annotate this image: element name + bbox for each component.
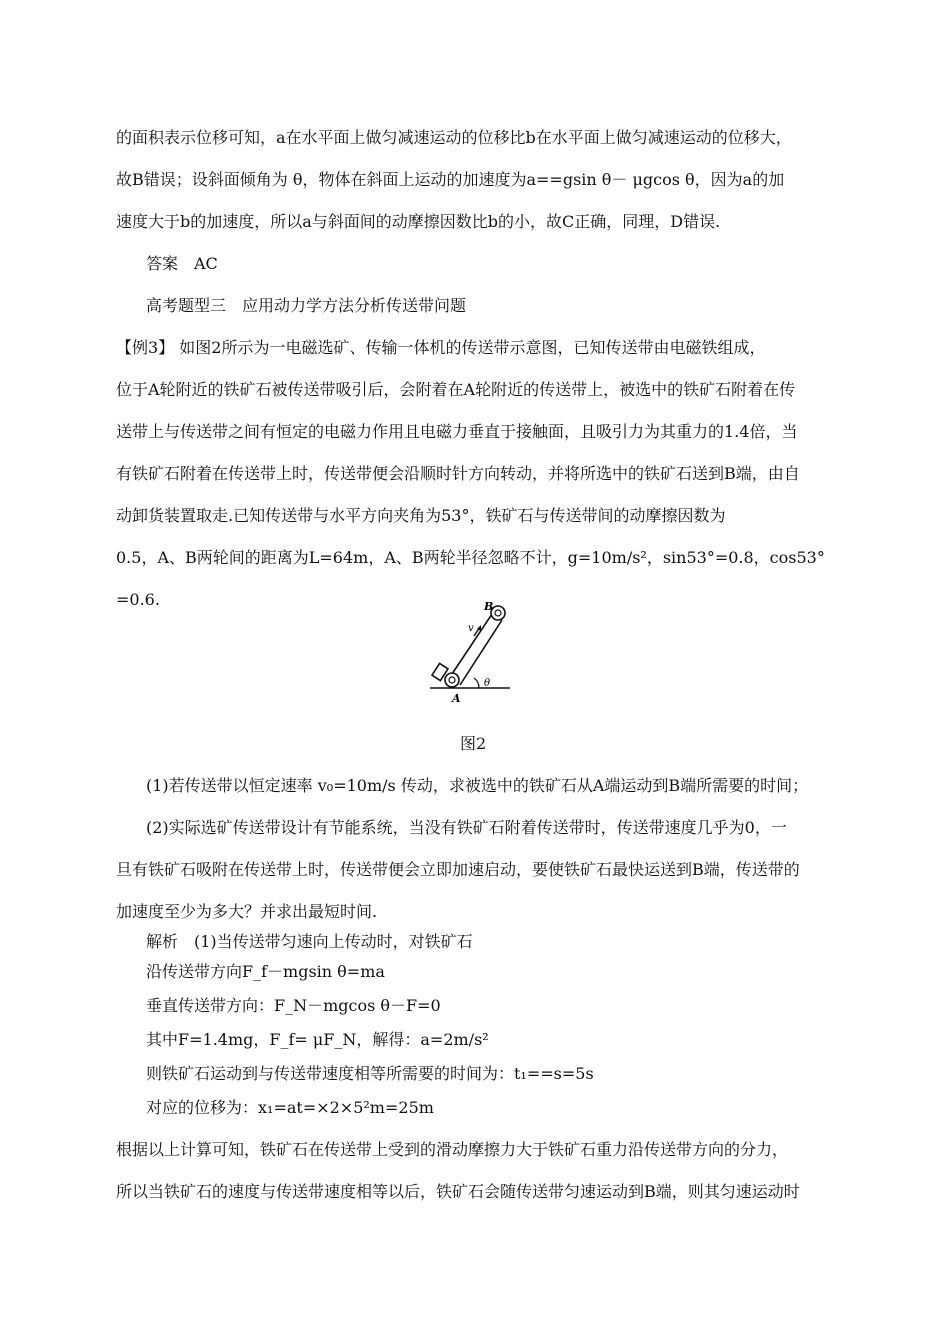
- text-line: 速度大于b的加速度，所以a与斜面间的动摩擦因数比b的小，故C正确，同理，D错误.: [116, 212, 721, 231]
- text-line: 0.5，A、B两轮间的距离为L=64m，A、B两轮半径忽略不计，g=10m/s²，sin53°=0.8，cos53°: [116, 548, 825, 567]
- wheel-a-hub: [449, 677, 455, 683]
- question-line: (2)实际选矿传送带设计有节能系统，当没有铁矿石附着传送带时，传送带速度几乎为0，一: [146, 818, 787, 837]
- solution-line: 其中F=1.4mg，F_f= μF_N，解得：a=2m/s²: [146, 1030, 489, 1049]
- solution-line: 根据以上计算可知，铁矿石在传送带上受到的滑动摩擦力大于铁矿石重力沿传送带方向的分力，: [116, 1140, 789, 1159]
- text-line: 有铁矿石附着在传送带上时，传送带便会沿顺时针方向转动，并将所选中的铁矿石送到B端，由自: [116, 464, 800, 483]
- solution-line: 对应的位移为：x₁=at=×2×5²m=25m: [146, 1098, 434, 1117]
- solution-line: 垂直传送带方向：F_N－mgcos θ－F=0: [146, 996, 441, 1015]
- text-line: 的面积表示位移可知，a在水平面上做匀减速运动的位移比b在水平面上做匀减速运动的位移大，: [116, 128, 792, 147]
- label-a: A: [452, 692, 461, 705]
- section-heading: 高考题型三 应用动力学方法分析传送带问题: [146, 296, 467, 315]
- answer-line: 答案 AC: [146, 254, 218, 273]
- conveyor-diagram: [430, 594, 550, 706]
- question-line: 旦有铁矿石吸附在传送带上时，传送带便会立即加速启动，要使铁矿石最快运送到B端，传送带的: [116, 860, 800, 879]
- text-line: =0.6.: [116, 590, 160, 609]
- text-line: 送带上与传送带之间有恒定的电磁力作用且电磁力垂直于接触面，且吸引力为其重力的1.4倍，当: [116, 422, 798, 441]
- label-b: B: [484, 600, 494, 613]
- solution-line: 沿传送带方向F_f－mgsin θ=ma: [146, 962, 385, 981]
- question-line: 加速度至少为多大？并求出最短时间.: [116, 902, 378, 921]
- question-line: (1)若传送带以恒定速率 v₀=10m/s 传动，求被选中的铁矿石从A端运动到B端所需要的时间；: [146, 776, 809, 795]
- solution-line: 解析 (1)当传送带匀速向上传动时，对铁矿石: [146, 932, 473, 951]
- text-line: 位于A轮附近的铁矿石被传送带吸引后，会附着在A轮附近的传送带上，被选中的铁矿石附着在传: [116, 380, 796, 399]
- figure-caption: 图2: [460, 734, 487, 753]
- angle-arc: [474, 678, 479, 688]
- text-line: 故B错误；设斜面倾角为 θ，物体在斜面上运动的加速度为a==gsin θ－ μgcos θ，因为a的加: [116, 170, 785, 189]
- label-theta: θ: [484, 678, 491, 689]
- example-line: 【例3】 如图2所示为一电磁选矿、传输一体机的传送带示意图，已知传送带由电磁铁组成，: [116, 338, 766, 357]
- text-line: 动卸货装置取走.已知传送带与水平方向夹角为53°，铁矿石与传送带间的动摩擦因数为: [116, 506, 726, 525]
- label-v: v: [468, 623, 474, 634]
- solution-line: 所以当铁矿石的速度与传送带速度相等以后，铁矿石会随传送带匀速运动到B端，则其匀速运动时: [116, 1182, 800, 1201]
- solution-line: 则铁矿石运动到与传送带速度相等所需要的时间为：t₁==s=5s: [146, 1064, 594, 1083]
- wheel-b-hub: [495, 610, 501, 616]
